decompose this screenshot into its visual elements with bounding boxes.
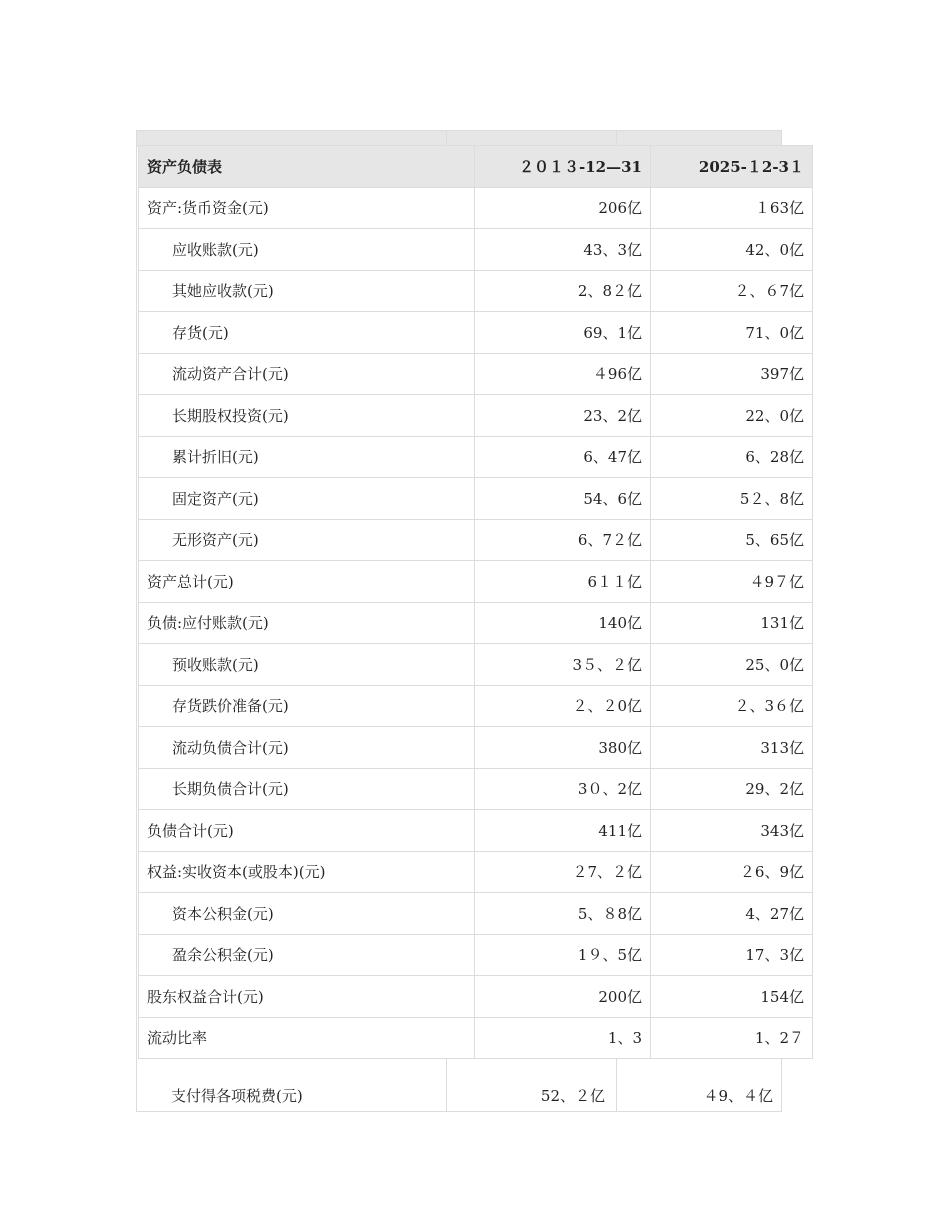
value-2025: 71、0亿 <box>651 312 813 354</box>
value-2013: 140亿 <box>475 602 651 644</box>
value-2025: ２6、9亿 <box>651 851 813 893</box>
value-2025: １63亿 <box>651 187 813 229</box>
table-row <box>139 1017 813 1059</box>
value-2025: 4、27亿 <box>651 893 813 935</box>
table-row <box>139 478 813 520</box>
row-label: 股东权益合计(元) <box>139 976 475 1018</box>
value-2013: 1、3 <box>475 1017 651 1059</box>
table-row <box>139 353 813 395</box>
value-2013: 23、2亿 <box>475 395 651 437</box>
value-2013: ２、２0亿 <box>475 685 651 727</box>
row-label: 其她应收款(元) <box>139 270 475 312</box>
value-2013: 6１１亿 <box>475 561 651 603</box>
value-2013: ２7、２亿 <box>475 851 651 893</box>
row-label: 权益:实收资本(或股本)(元) <box>139 851 475 893</box>
value-2025: 313亿 <box>651 727 813 769</box>
value-2025: ４9７亿 <box>651 561 813 603</box>
row-label: 负债合计(元) <box>139 810 475 852</box>
column-header-2025: 2025-１2-3１ <box>651 146 813 188</box>
row-label: 应收账款(元) <box>139 229 475 271</box>
value-2013: 5、８8亿 <box>475 893 651 935</box>
table-row <box>139 270 813 312</box>
table-title: 资产负债表 <box>139 146 475 188</box>
table-row <box>139 312 813 354</box>
value-2013: 411亿 <box>475 810 651 852</box>
value-2013: 2、8２亿 <box>475 270 651 312</box>
table-row <box>139 851 813 893</box>
value-2025: 17、3亿 <box>651 934 813 976</box>
table-row <box>139 395 813 437</box>
value-2025: ２、3６亿 <box>651 685 813 727</box>
table-row <box>139 768 813 810</box>
row-label: 负债:应付账款(元) <box>139 602 475 644</box>
value-2013: 54、6亿 <box>475 478 651 520</box>
value-2013: ４96亿 <box>475 353 651 395</box>
tax-paid-label: 支付得各项税费(元) <box>171 1087 303 1105</box>
row-label: 流动资产合计(元) <box>139 353 475 395</box>
row-label: 资本公积金(元) <box>139 893 475 935</box>
value-2013: 69、1亿 <box>475 312 651 354</box>
value-2025: 154亿 <box>651 976 813 1018</box>
table-row <box>139 229 813 271</box>
tax-paid-row <box>137 1077 781 1113</box>
value-2025: 29、2亿 <box>651 768 813 810</box>
row-label: 固定资产(元) <box>139 478 475 520</box>
row-label: 存货跌价准备(元) <box>139 685 475 727</box>
table-row <box>139 436 813 478</box>
value-2025: 1、2７ <box>651 1017 813 1059</box>
value-2013: 6、7２亿 <box>475 519 651 561</box>
value-2013: 1９、5亿 <box>475 934 651 976</box>
table-header-row <box>139 146 813 188</box>
table-row <box>139 561 813 603</box>
value-2013: 3０、2亿 <box>475 768 651 810</box>
tax-paid-2025: ４9、４亿 <box>703 1087 773 1105</box>
value-2013: 200亿 <box>475 976 651 1018</box>
value-2025: 6、28亿 <box>651 436 813 478</box>
row-label: 累计折旧(元) <box>139 436 475 478</box>
table-row <box>139 810 813 852</box>
value-2025: 22、0亿 <box>651 395 813 437</box>
value-2025: 42、0亿 <box>651 229 813 271</box>
row-label: 预收账款(元) <box>139 644 475 686</box>
balance-sheet-table <box>138 145 813 1059</box>
value-2013: 43、3亿 <box>475 229 651 271</box>
value-2025: 397亿 <box>651 353 813 395</box>
table-row <box>139 893 813 935</box>
value-2013: 3５、２亿 <box>475 644 651 686</box>
value-2013: 206亿 <box>475 187 651 229</box>
table-row <box>139 519 813 561</box>
row-label: 无形资产(元) <box>139 519 475 561</box>
value-2025: 25、0亿 <box>651 644 813 686</box>
tax-paid-2013: 52、２亿 <box>540 1087 605 1105</box>
row-label: 盈余公积金(元) <box>139 934 475 976</box>
table-body <box>139 187 813 1059</box>
value-2025: 5、65亿 <box>651 519 813 561</box>
column-header-2013: ２０１３-12—31 <box>475 146 651 188</box>
row-label: 流动负债合计(元) <box>139 727 475 769</box>
value-2013: 6、47亿 <box>475 436 651 478</box>
table-row <box>139 644 813 686</box>
value-2025: ２、６7亿 <box>651 270 813 312</box>
row-label: 资产总计(元) <box>139 561 475 603</box>
table-row <box>139 976 813 1018</box>
value-2013: 380亿 <box>475 727 651 769</box>
table-row <box>139 685 813 727</box>
table-row <box>139 602 813 644</box>
row-label: 长期负债合计(元) <box>139 768 475 810</box>
table-row <box>139 727 813 769</box>
table-row <box>139 934 813 976</box>
row-label: 资产:货币资金(元) <box>139 187 475 229</box>
table-row <box>139 187 813 229</box>
value-2025: 5２、8亿 <box>651 478 813 520</box>
row-label: 长期股权投资(元) <box>139 395 475 437</box>
row-label: 流动比率 <box>139 1017 475 1059</box>
value-2025: 343亿 <box>651 810 813 852</box>
value-2025: 131亿 <box>651 602 813 644</box>
row-label: 存货(元) <box>139 312 475 354</box>
